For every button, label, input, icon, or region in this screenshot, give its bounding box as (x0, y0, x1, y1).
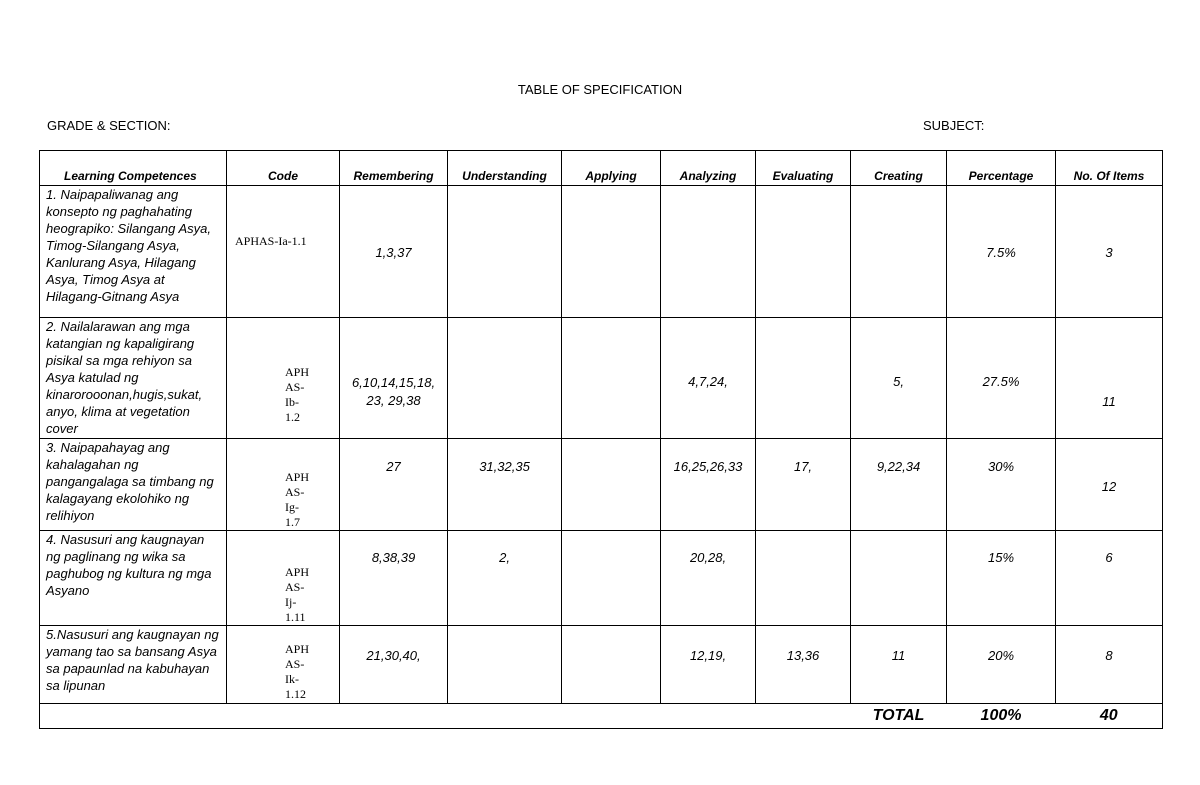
percentage-cell (947, 626, 1056, 704)
understanding-cell (448, 186, 562, 318)
header-row (40, 151, 1163, 186)
specification-table (39, 150, 1163, 729)
header-creating: Creating (851, 151, 947, 186)
total-row (40, 704, 1163, 729)
evaluating-cell (756, 439, 851, 531)
remembering-cell (340, 626, 448, 704)
analyzing-cell (661, 186, 756, 318)
percentage-cell (947, 531, 1056, 626)
cell-value: 8,38,39 (371, 550, 416, 565)
code-text: APHAS-Ia-1.1 (235, 234, 307, 248)
cell-value: 16,25,26,33 (673, 459, 743, 474)
header-evaluating: Evaluating (756, 151, 851, 186)
cell-value: 27 (386, 459, 401, 474)
cell-value: 11 (891, 648, 906, 663)
total-label: TOTAL (851, 704, 947, 729)
cell-value: 4,7,24, (688, 374, 728, 389)
total-items: 40 (1056, 704, 1163, 729)
cell-value: 17, (793, 459, 813, 474)
cell-value: 20,28, (689, 550, 727, 565)
cell-value: 11 (1102, 394, 1116, 409)
table-row (40, 186, 1163, 318)
cell-value: 27.5% (982, 374, 1020, 389)
competence-cell: 3. Naipapahayag ang kahalagahan ng pangangalaga sa timbang ng kalagayang ekolohiko ng relihiyon (40, 439, 227, 531)
items-cell (1056, 626, 1163, 704)
understanding-cell (448, 626, 562, 704)
header-competence: Learning Competences (40, 151, 227, 186)
code-cell (227, 626, 340, 704)
code-text: APH AS-Ik-1.12 (285, 642, 310, 701)
remembering-cell (340, 531, 448, 626)
table-row (40, 318, 1163, 439)
header-items: No. Of Items (1056, 151, 1163, 186)
items-cell (1056, 186, 1163, 318)
header-analyzing: Analyzing (661, 151, 756, 186)
cell-value: 6,10,14,15,18, 23, 29,38 (351, 375, 436, 408)
cell-value: 2, (499, 550, 510, 565)
applying-cell (562, 626, 661, 704)
remembering-cell (340, 439, 448, 531)
code-cell (227, 531, 340, 626)
cell-value: 31,32,35 (479, 459, 530, 474)
table-row (40, 439, 1163, 531)
applying-cell (562, 439, 661, 531)
code-cell (227, 186, 340, 318)
cell-value: 21,30,40, (366, 648, 421, 663)
evaluating-cell (756, 626, 851, 704)
analyzing-cell (661, 439, 756, 531)
cell-value: 3 (1105, 245, 1113, 260)
cell-value: 12,19, (689, 648, 727, 663)
code-text: APH AS-Ij-1.11 (285, 565, 310, 624)
code-text: APH AS-Ib-1.2 (285, 365, 310, 424)
creating-cell (851, 531, 947, 626)
header-code: Code (227, 151, 340, 186)
understanding-cell (448, 439, 562, 531)
items-cell (1056, 318, 1163, 439)
evaluating-cell (756, 531, 851, 626)
creating-cell (851, 439, 947, 531)
cell-value: 5, (893, 374, 904, 389)
applying-cell (562, 531, 661, 626)
cell-value: 30% (988, 459, 1015, 474)
remembering-cell (340, 318, 448, 439)
code-cell (227, 318, 340, 439)
analyzing-cell (661, 626, 756, 704)
cell-value: 13,36 (786, 648, 820, 663)
code-cell (227, 439, 340, 531)
table-row (40, 626, 1163, 704)
code-text: APH AS-Ig-1.7 (285, 470, 310, 529)
cell-value: 15% (988, 550, 1015, 565)
header-understanding: Understanding (448, 151, 562, 186)
percentage-cell (947, 186, 1056, 318)
understanding-cell (448, 318, 562, 439)
total-percentage: 100% (947, 704, 1056, 729)
header-percentage: Percentage (947, 151, 1056, 186)
total-spacer (40, 704, 851, 729)
applying-cell (562, 318, 661, 439)
items-cell (1056, 439, 1163, 531)
header-applying: Applying (562, 151, 661, 186)
cell-value: 20% (988, 648, 1015, 663)
remembering-cell (340, 186, 448, 318)
creating-cell (851, 186, 947, 318)
table-row (40, 531, 1163, 626)
subject-label: SUBJECT: (923, 118, 985, 133)
competence-cell: 5.Nasusuri ang kaugnayan ng yamang tao sa bansang Asya sa papaunlad na kabuhayan sa lipunan (40, 626, 227, 704)
cell-value: 1,3,37 (375, 245, 412, 260)
percentage-cell (947, 318, 1056, 439)
evaluating-cell (756, 186, 851, 318)
cell-value: 7.5% (986, 245, 1016, 260)
creating-cell (851, 318, 947, 439)
document-title: TABLE OF SPECIFICATION (517, 82, 683, 97)
understanding-cell (448, 531, 562, 626)
cell-value: 9,22,34 (876, 459, 921, 474)
analyzing-cell (661, 531, 756, 626)
competence-cell: 2. Nailalarawan ang mga katangian ng kapaligirang pisikal sa mga rehiyon sa Asya katulad ng kinarorooonan,hugis,sukat, anyo, klima at vegetation cover (40, 318, 227, 439)
competence-cell: 4. Nasusuri ang kaugnayan ng paglinang ng wika sa paghubog ng kultura ng mga Asyano (40, 531, 227, 626)
analyzing-cell (661, 318, 756, 439)
evaluating-cell (756, 318, 851, 439)
header-remembering: Remembering (340, 151, 448, 186)
cell-value: 12 (1101, 479, 1117, 494)
grade-section-label: GRADE & SECTION: (47, 118, 171, 133)
creating-cell (851, 626, 947, 704)
cell-value: 6 (1105, 550, 1113, 565)
percentage-cell (947, 439, 1056, 531)
cell-value: 8 (1105, 648, 1113, 663)
applying-cell (562, 186, 661, 318)
competence-cell: 1. Naipapaliwanag ang konsepto ng paghahating heograpiko: Silangang Asya, Timog-Silangang Asya, Kanlurang Asya, Hilagang Asya, Timog Asya at Hilagang-Gitnang Asya (40, 186, 227, 318)
items-cell (1056, 531, 1163, 626)
